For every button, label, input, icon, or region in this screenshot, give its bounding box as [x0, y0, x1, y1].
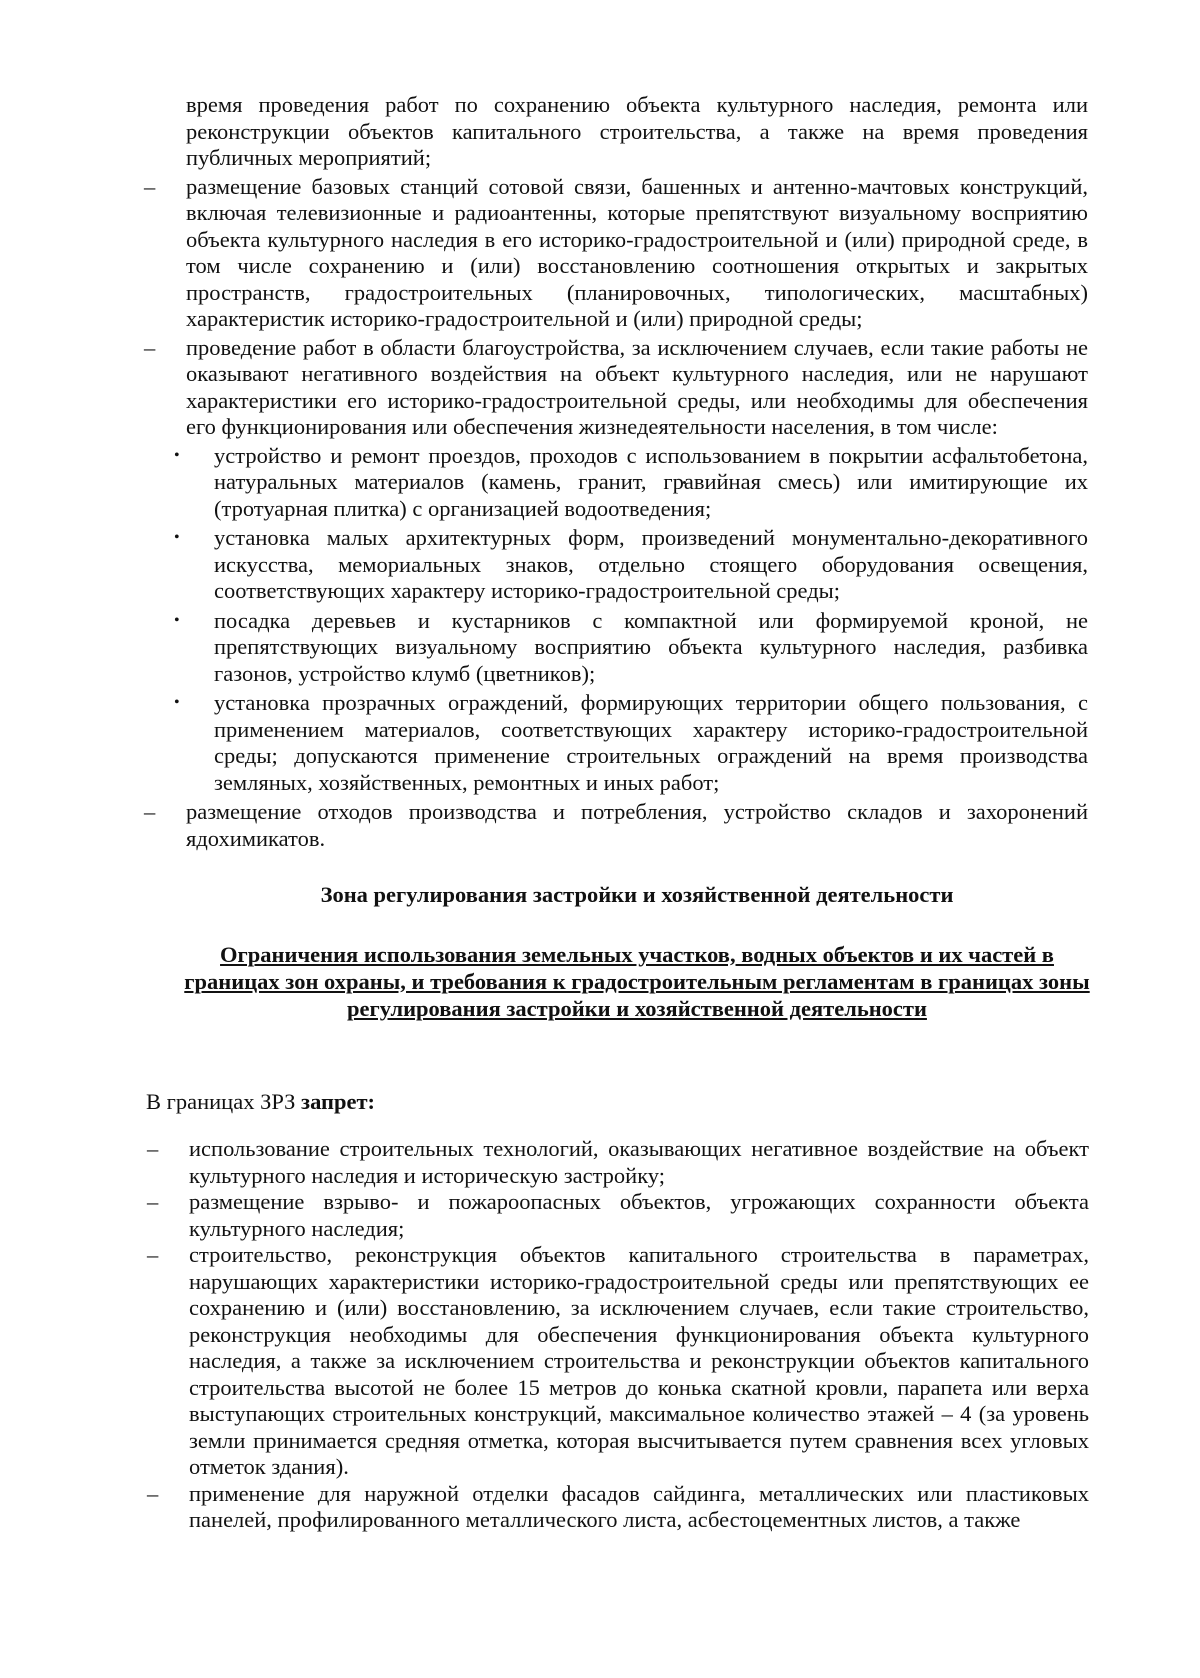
- bullet-marker: •: [174, 694, 180, 711]
- list-item: [147, 1242, 1089, 1481]
- continuation-paragraph: время проведения работ по сохранению объекта культурного наследия, ремонта или реконструкции объектов капитального строительства, а также на время проведения публичных мероприятий;: [186, 92, 1088, 170]
- bullet-item: [174, 607, 1088, 688]
- zrz-intro-prefix: В границах ЗРЗ: [146, 1089, 302, 1114]
- bullet-text: установка прозрачных ограждений, формирующих территории общего пользования, с применением материалов, соответствующих характеру историко-градостроительной среды; допускаются применение строительных ограждений на время производства земляных, хозяйственных, ремонтных и иных работ;: [214, 690, 1088, 795]
- zrz-prohibitions-list: [147, 1136, 1089, 1534]
- list-item: [147, 1189, 1089, 1242]
- list-item: [144, 173, 1088, 333]
- list-item-text: строительство, реконструкция объектов капитального строительства в параметрах, нарушающих характеристики историко-градостроительной среды или препятствующих ее сохранению и (или) восстановлению, за исключением случаев, если такие строительство, реконструкция необходимы для обеспечения функционирования объекта культурного наследия, а также за исключением строительства и реконструкции объектов капитального строительства высотой не более 15 метров до конька скатной кровли, парапета или верха выступающих строительных конструкций, максимальное количество этажей – 4 (за уровень земли принимается средняя отметка, которая высчитывается путем сравнения всех угловых отметок здания).: [189, 1242, 1089, 1479]
- dash-marker: –: [147, 1136, 159, 1161]
- list-item: [147, 1136, 1089, 1189]
- bullet-text: устройство и ремонт проездов, проходов с использованием в покрытии асфальтобетона, натуральных материалов (камень, гранит, гравийная смесь) или имитирующие их (тротуарная плитка) с организацией водоотведения;: [214, 442, 1088, 521]
- bullet-item: [174, 525, 1088, 605]
- zone-heading: Зона регулирования застройки и хозяйственной деятельности: [320, 882, 954, 907]
- dash-marker: –: [144, 799, 156, 824]
- bullet-marker: •: [174, 611, 180, 629]
- list-item-text: размещение базовых станций сотовой связи, башенных и антенно-мачтовых конструкций, включая телевизионные и радиоантенны, которые препятствуют визуальному восприятию объекта культурного наследия в его историко-градостроительной и (или) природной среде, в том числе сохранению и (или) восстановлению соотношения открытых и закрытых пространств, градостроительных (планировочных, типологических, масштабных) характеристик историко-градостроительной и (или) природной среды;: [186, 173, 1088, 331]
- list-item: [144, 334, 1088, 441]
- list-item: [147, 1480, 1089, 1534]
- list-item-text: использование строительных технологий, оказывающих негативное воздействие на объект культурного наследия и историческую застройку;: [189, 1136, 1089, 1188]
- dash-marker: –: [147, 1242, 159, 1267]
- bullet-marker: •: [174, 529, 180, 546]
- list-item-text: размещение взрыво- и пожароопасных объектов, угрожающих сохранности объекта культурного наследия;: [189, 1189, 1089, 1241]
- dash-marker: –: [147, 1480, 159, 1506]
- bullet-text: установка малых архитектурных форм, произведений монументально-декоративного искусства, мемориальных знаков, отдельно стоящего оборудования освещения, соответствующих характеру историко-градостроительной среды;: [214, 525, 1088, 603]
- zrz-intro-bold: запрет:: [301, 1089, 376, 1114]
- list-item-text: размещение отходов производства и потребления, устройство складов и захоронений ядохимикатов.: [186, 799, 1088, 851]
- bullet-item: [174, 690, 1088, 796]
- bullet-text: посадка деревьев и кустарников с компактной или формируемой кроной, не препятствующих визуальному восприятию объекта культурного наследия, разбивка газонов, устройство клумб (цветников);: [214, 607, 1088, 686]
- restrictions-heading: Ограничения использования земельных участков, водных объектов и их частей в границах зон охраны, и требования к градостроительным регламентам в границах зоны регулирования застройки и хозяйственной деятельности: [184, 941, 1090, 1021]
- dash-marker: –: [144, 173, 156, 199]
- bullet-item: [174, 442, 1088, 523]
- dash-marker: –: [147, 1189, 159, 1214]
- list-item-text: применение для наружной отделки фасадов сайдинга, металлических или пластиковых панелей, профилированного металлического листа, асбестоцементных листов, а также: [189, 1480, 1089, 1532]
- list-item: [144, 799, 1088, 852]
- bullet-marker: •: [174, 446, 180, 464]
- upper-section: [144, 92, 1090, 1022]
- zrz-intro: [146, 1089, 375, 1116]
- dash-marker: –: [144, 334, 156, 360]
- list-item-text: проведение работ в области благоустройства, за исключением случаев, если такие работы не оказывают негативного воздействия на объект культурного наследия, или не нарушают характеристики его историко-градостроительной среды, или необходимы для обеспечения его функционирования или обеспечения жизнедеятельности населения, в том числе:: [186, 334, 1088, 439]
